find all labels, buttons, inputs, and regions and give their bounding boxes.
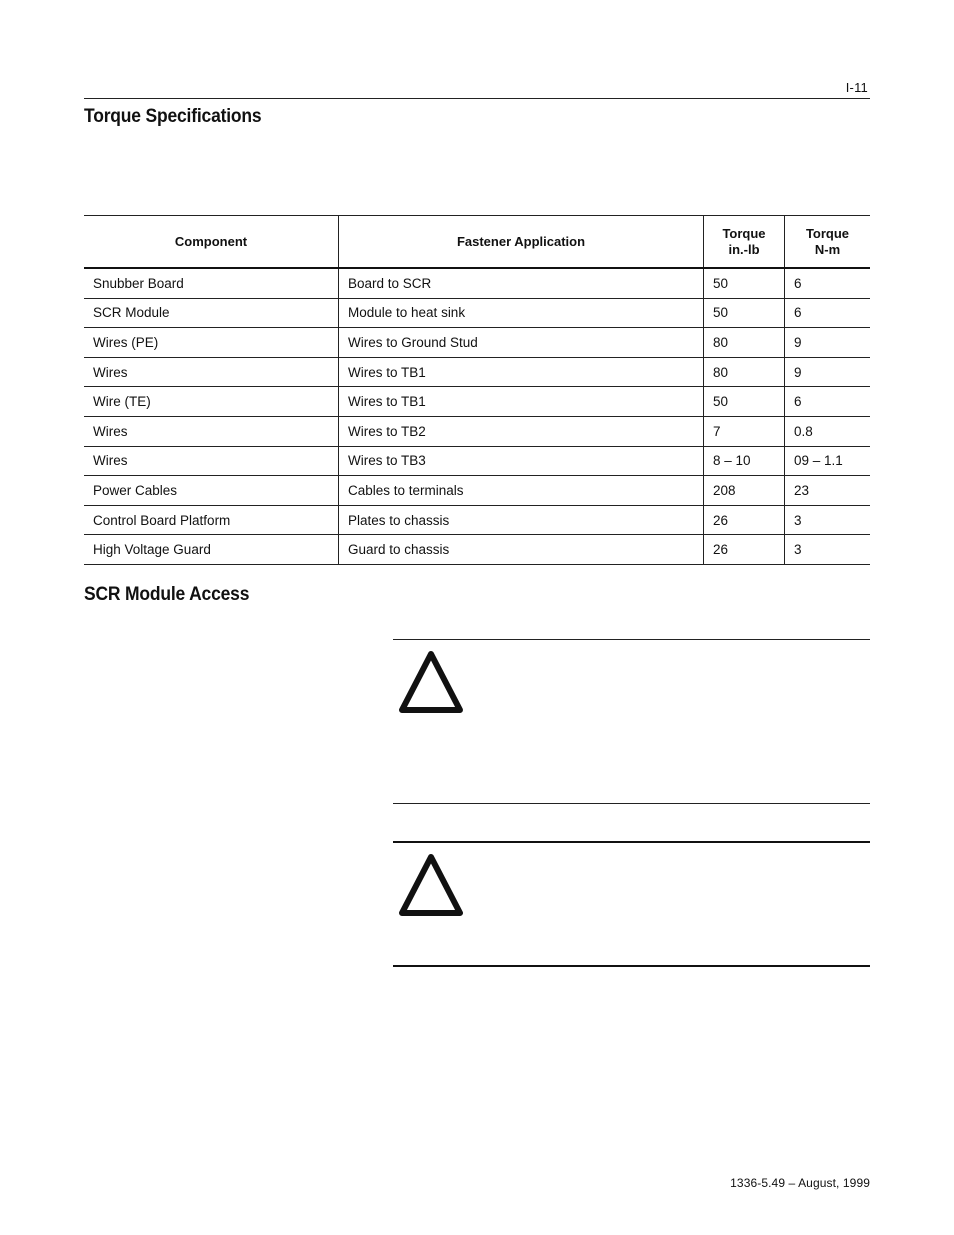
table-row (84, 328, 870, 358)
column-header-torque-inlb (704, 216, 785, 269)
torque-inlb-label: Torque (722, 225, 766, 241)
section-title-torque-specifications: Torque Specifications (84, 106, 262, 127)
cell-torque-nm: 3 (785, 535, 871, 565)
table-row (84, 446, 870, 476)
cell-fastener: Wires to TB2 (339, 416, 704, 446)
cell-torque-nm: 09 – 1.1 (785, 446, 871, 476)
cell-torque-inlb: 50 (704, 298, 785, 328)
cell-fastener: Wires to TB3 (339, 446, 704, 476)
cell-component: SCR Module (84, 298, 339, 328)
footer-publication-info: 1336-5.49 – August, 1999 (730, 1176, 870, 1190)
cell-torque-nm: 6 (785, 387, 871, 417)
cell-fastener: Guard to chassis (339, 535, 704, 565)
cell-component: Power Cables (84, 476, 339, 506)
caution-triangle-icon (397, 851, 465, 919)
column-header-fastener-application: Fastener Application (339, 216, 704, 269)
cell-component: Wires (84, 357, 339, 387)
torque-nm-unit: N-m (814, 241, 841, 257)
cell-torque-inlb: 26 (704, 535, 785, 565)
table-header-row (84, 216, 870, 269)
cell-torque-inlb: 26 (704, 505, 785, 535)
cell-fastener: Wires to TB1 (339, 357, 704, 387)
header-rule (84, 98, 870, 99)
cell-component: Wires (84, 446, 339, 476)
table-row (84, 298, 870, 328)
cell-torque-nm: 9 (785, 328, 871, 358)
cell-fastener: Plates to chassis (339, 505, 704, 535)
caution-box-1 (393, 639, 870, 804)
cell-fastener: Wires to TB1 (339, 387, 704, 417)
cell-component: Control Board Platform (84, 505, 339, 535)
table-row (84, 416, 870, 446)
torque-nm-label: Torque (805, 225, 850, 241)
cell-torque-inlb: 8 – 10 (704, 446, 785, 476)
torque-specifications-table (84, 215, 870, 565)
cell-torque-inlb: 80 (704, 328, 785, 358)
table-row (84, 476, 870, 506)
cell-fastener: Board to SCR (339, 268, 704, 298)
cell-component: High Voltage Guard (84, 535, 339, 565)
torque-inlb-unit: in.-lb (728, 241, 760, 257)
cell-component: Wires (84, 416, 339, 446)
cell-torque-inlb: 80 (704, 357, 785, 387)
table-row (84, 357, 870, 387)
caution-box-2 (393, 841, 870, 967)
cell-fastener: Module to heat sink (339, 298, 704, 328)
cell-torque-nm: 0.8 (785, 416, 871, 446)
cell-torque-nm: 6 (785, 268, 871, 298)
cell-torque-inlb: 208 (704, 476, 785, 506)
cell-torque-nm: 3 (785, 505, 871, 535)
table-row (84, 387, 870, 417)
table-row (84, 505, 870, 535)
cell-component: Snubber Board (84, 268, 339, 298)
page-number: I-11 (845, 80, 868, 95)
cell-torque-nm: 6 (785, 298, 871, 328)
column-header-component: Component (84, 216, 339, 269)
cell-fastener: Cables to terminals (339, 476, 704, 506)
table-row (84, 268, 870, 298)
cell-component: Wire (TE) (84, 387, 339, 417)
cell-fastener: Wires to Ground Stud (339, 328, 704, 358)
cell-torque-inlb: 50 (704, 268, 785, 298)
cell-torque-nm: 9 (785, 357, 871, 387)
cell-component: Wires (PE) (84, 328, 339, 358)
table-row (84, 535, 870, 565)
caution-triangle-icon (397, 648, 465, 716)
column-header-torque-nm (785, 216, 871, 269)
cell-torque-inlb: 50 (704, 387, 785, 417)
cell-torque-inlb: 7 (704, 416, 785, 446)
section-title-scr-module-access: SCR Module Access (84, 584, 250, 605)
cell-torque-nm: 23 (785, 476, 871, 506)
